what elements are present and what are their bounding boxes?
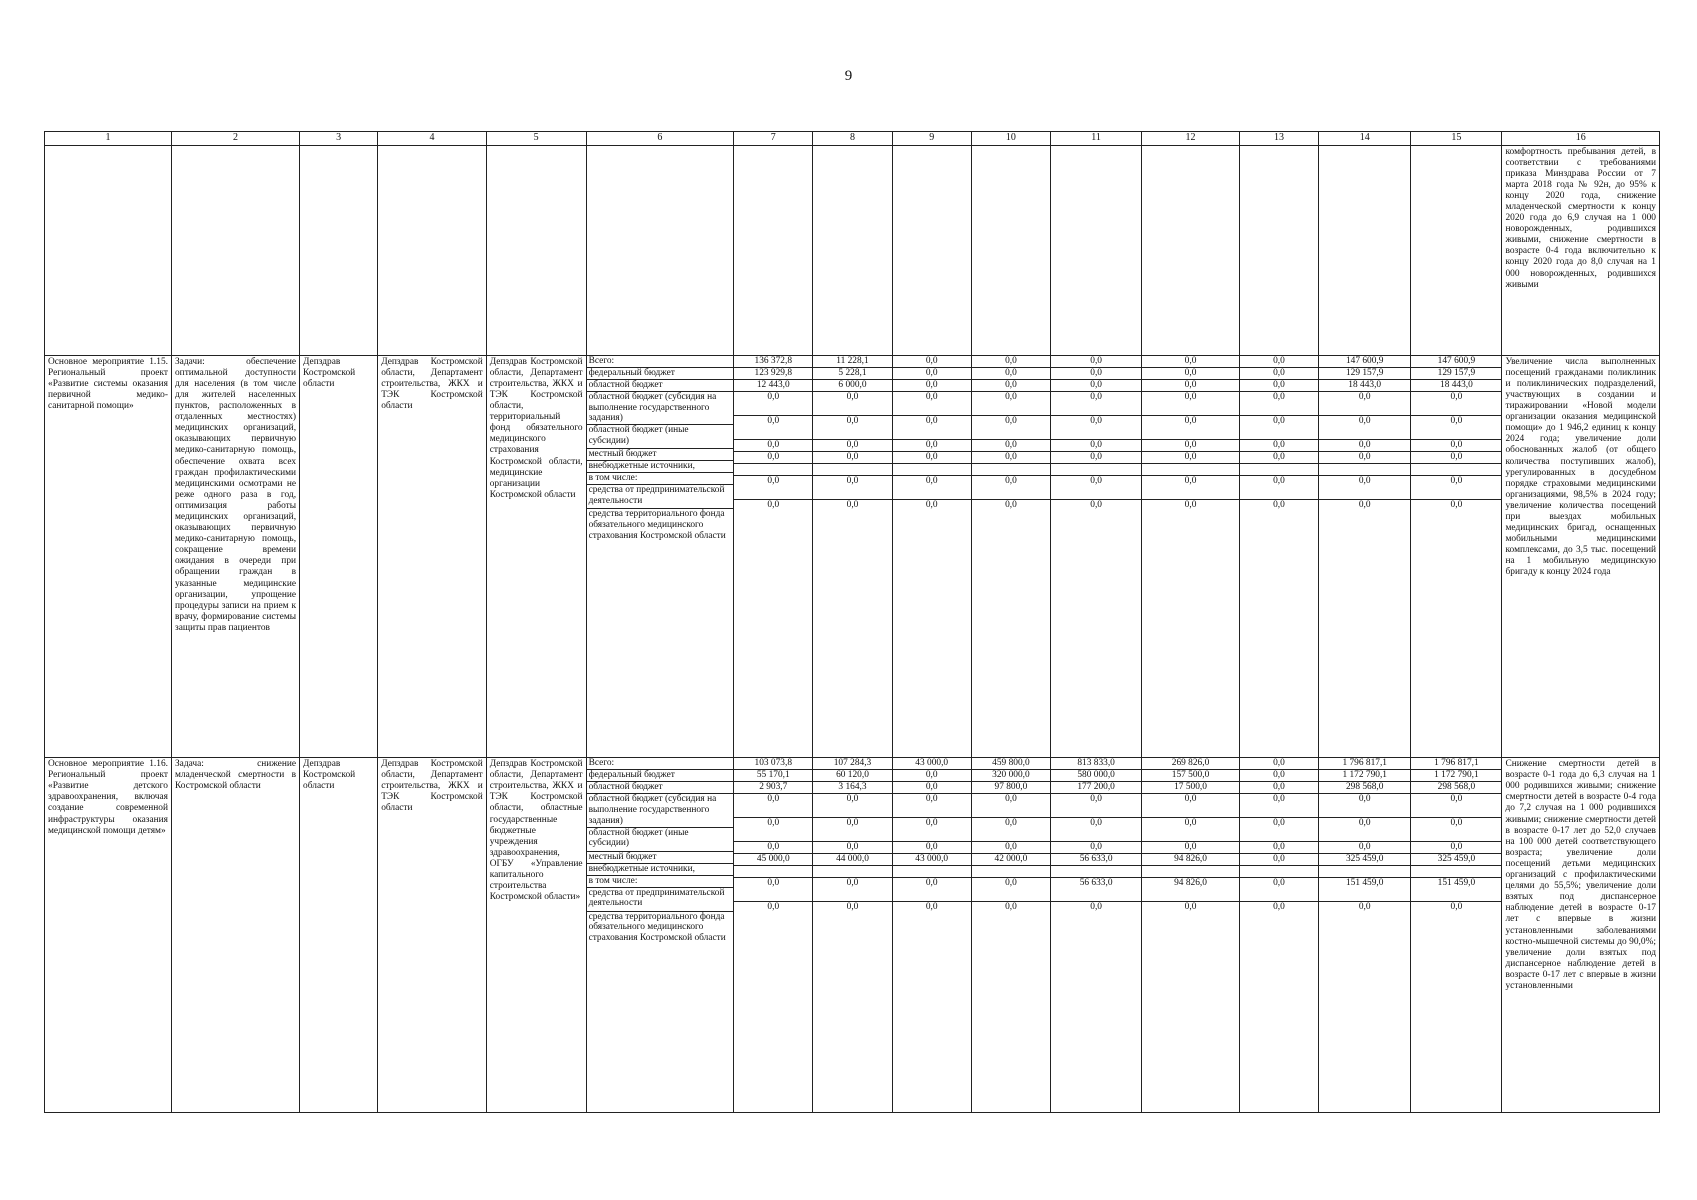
value-column-cell — [1051, 355, 1142, 757]
funding-value: 0,0 — [734, 842, 812, 854]
value-column-cell — [892, 355, 971, 757]
funding-value: 2 903,7 — [734, 782, 812, 794]
funding-source-label: внебюджетные источники, — [587, 461, 734, 473]
column-number: 13 — [1239, 132, 1318, 146]
funding-value: 0,0 — [1051, 391, 1141, 415]
funding-value: 0,0 — [1142, 451, 1239, 463]
funding-value: 0,0 — [893, 451, 971, 463]
funding-value — [972, 463, 1050, 475]
expected-result-text: Увеличение числа выполненных посещений гражданами поликлиник и поликлинических подразделений, участвующих в создании и тиражировании «Новой модели организации оказания медицинской помощи» до 1 946,2 единиц к концу 2024 года; увеличение доли обоснованных жалоб (от общего количества поступивших жалоб), урегулированных в досудебном порядке страховыми медицинскими организациями, 98,5% в 2024 году; увеличение количества посещений при выездах мобильных медицинских бригад, оснащенных мобильными медицинскими комплексами, до 3,5 тыс. посещений на 1 мобильную медицинскую бригаду к концу 2024 года — [1502, 355, 1660, 757]
measure-c2: Задача: снижение младенческой смертности в Костромской области — [171, 758, 299, 1113]
funding-value: 3 164,3 — [813, 782, 891, 794]
funding-value: 129 157,9 — [1411, 367, 1501, 379]
funding-value — [1142, 463, 1239, 475]
funding-value: 56 633,0 — [1051, 878, 1141, 902]
funding-source-label: местный бюджет — [587, 449, 734, 461]
funding-value: 0,0 — [1273, 499, 1285, 510]
funding-value: 0,0 — [893, 878, 971, 902]
funding-source-label: в том числе: — [587, 473, 734, 485]
funding-value — [1319, 463, 1410, 475]
funding-value: 0,0 — [767, 499, 780, 510]
funding-value: 0,0 — [1142, 391, 1239, 415]
value-column-cell — [971, 758, 1050, 1113]
column-number: 11 — [1051, 132, 1142, 146]
funding-source-label: средства территориального фонда обязательного медицинского страхования Костромской области — [588, 911, 726, 944]
value-column-cell — [1319, 355, 1411, 757]
column-number: 14 — [1319, 132, 1411, 146]
value-column-cell — [1319, 758, 1411, 1113]
funding-value: 0,0 — [1142, 794, 1239, 818]
funding-value: 107 284,3 — [813, 758, 891, 770]
funding-value: 0,0 — [1240, 842, 1318, 854]
funding-value: 0,0 — [1142, 439, 1239, 451]
funding-value: 0,0 — [1240, 367, 1318, 379]
continuation-row — [45, 145, 1660, 355]
funding-source-label: федеральный бюджет — [587, 367, 734, 379]
funding-value: 0,0 — [1411, 415, 1501, 439]
empty-cell — [1142, 145, 1240, 355]
empty-cell — [1051, 145, 1142, 355]
funding-value: 0,0 — [893, 475, 971, 499]
funding-value: 177 200,0 — [1051, 782, 1141, 794]
funding-value: 0,0 — [1240, 770, 1318, 782]
funding-value: 151 459,0 — [1319, 878, 1410, 902]
funding-value — [1411, 866, 1501, 878]
value-column-cell — [1239, 758, 1318, 1113]
funding-value: 1 172 790,1 — [1411, 770, 1501, 782]
funding-value: 0,0 — [1240, 451, 1318, 463]
funding-source-label: средства от предпринимательской деятельности — [587, 887, 734, 911]
funding-value: 0,0 — [734, 794, 812, 818]
empty-cell — [300, 145, 378, 355]
funding-value: 0,0 — [1411, 842, 1501, 854]
funding-value: 320 000,0 — [972, 770, 1050, 782]
measure-row — [45, 758, 1660, 1113]
funding-value — [1142, 866, 1239, 878]
funding-value: 0,0 — [1411, 439, 1501, 451]
funding-value: 0,0 — [893, 794, 971, 818]
funding-value: 0,0 — [1142, 379, 1239, 391]
funding-value: 298 568,0 — [1319, 782, 1410, 794]
empty-cell — [486, 145, 586, 355]
funding-value: 0,0 — [893, 770, 971, 782]
funding-source-label: Всего: — [587, 758, 734, 770]
funding-value: 0,0 — [1051, 379, 1141, 391]
funding-value: 0,0 — [1240, 415, 1318, 439]
column-number: 1 — [45, 132, 172, 146]
column-number: 16 — [1502, 132, 1660, 146]
funding-value: 0,0 — [813, 439, 891, 451]
measure-c4: Депздрав Костромской области, Департамент строительства, ЖКХ и ТЭК Костромской области — [378, 355, 487, 757]
funding-value: 0,0 — [813, 475, 891, 499]
funding-value: 44 000,0 — [813, 854, 891, 866]
funding-value: 97 800,0 — [972, 782, 1050, 794]
funding-value: 103 073,8 — [734, 758, 812, 770]
funding-value: 0,0 — [1051, 475, 1141, 499]
funding-value: 0,0 — [1358, 902, 1371, 913]
empty-cell — [734, 145, 813, 355]
funding-source-label: областной бюджет — [587, 782, 734, 794]
funding-value: 56 633,0 — [1051, 854, 1141, 866]
empty-cell — [971, 145, 1050, 355]
funding-value: 43 000,0 — [893, 758, 971, 770]
funding-value: 0,0 — [1240, 878, 1318, 902]
column-number: 8 — [813, 132, 892, 146]
measure-c1: Основное мероприятие 1.16. Региональный проект «Развитие детского здравоохранения, включая создание современной инфраструктуры оказания медицинской помощи детям» — [45, 758, 172, 1113]
funding-value: 0,0 — [813, 391, 891, 415]
funding-value: 0,0 — [734, 878, 812, 902]
expected-result-text: Снижение смертности детей в возрасте 0-1 года до 6,3 случая на 1 000 родившихся живыми; снижение смертности детей в возрасте 0-4 года до 7,2 случая на 1 000 родившихся живыми; снижение смертности детей в возрасте 0-17 лет до 52,0 случаев на 100 000 детей соответствующего возраста; увеличение доли посещений детьми медицинских организаций с профилактическими целями до 55,5%; увеличение доли взятых под диспансерное наблюдение детей в возрасте 0-17 лет с впервые в жизни установленными заболеваниями костно-мышечной системы до 90,0%; увеличение доли взятых под диспансерное наблюдение детей в возрасте 0-17 лет с впервые в жизни установленными — [1502, 758, 1660, 1113]
funding-value: 0,0 — [813, 878, 891, 902]
funding-value: 0,0 — [893, 367, 971, 379]
funding-value: 0,0 — [1051, 356, 1141, 368]
funding-value: 0,0 — [1240, 818, 1318, 842]
funding-value: 0,0 — [972, 367, 1050, 379]
column-number: 7 — [734, 132, 813, 146]
funding-value — [972, 866, 1050, 878]
funding-value: 147 600,9 — [1319, 356, 1410, 368]
empty-cell — [1239, 145, 1318, 355]
funding-source-label: Всего: — [587, 356, 734, 368]
funding-source-label: областной бюджет (субсидия на выполнение государственного задания) — [587, 794, 734, 827]
measure-c5: Депздрав Костромской области, Департамент строительства, ЖКХ и ТЭК Костромской области, территориальный фонд обязательного медицинского страхования Костромской области, медицинские организации Костромской области — [486, 355, 586, 757]
funding-value: 813 833,0 — [1051, 758, 1141, 770]
funding-value: 157 500,0 — [1142, 770, 1239, 782]
funding-value: 325 459,0 — [1319, 854, 1410, 866]
empty-cell — [171, 145, 299, 355]
funding-value: 94 826,0 — [1142, 854, 1239, 866]
value-column-cell — [813, 758, 892, 1113]
funding-value: 325 459,0 — [1411, 854, 1501, 866]
funding-value: 0,0 — [813, 842, 891, 854]
funding-value: 0,0 — [813, 794, 891, 818]
funding-value: 0,0 — [1051, 794, 1141, 818]
funding-value — [813, 463, 891, 475]
funding-value: 0,0 — [1319, 794, 1410, 818]
funding-value: 0,0 — [1184, 902, 1197, 913]
funding-value: 0,0 — [1051, 415, 1141, 439]
funding-value: 0,0 — [1240, 391, 1318, 415]
column-number: 3 — [300, 132, 378, 146]
measure-c3: Депздрав Костромской области — [300, 758, 378, 1113]
funding-value: 0,0 — [972, 439, 1050, 451]
funding-value: 0,0 — [1142, 818, 1239, 842]
funding-value — [1411, 463, 1501, 475]
funding-source-label: внебюджетные источники, — [587, 863, 734, 875]
funding-value: 0,0 — [893, 379, 971, 391]
funding-value: 0,0 — [1240, 782, 1318, 794]
funding-value: 1 172 790,1 — [1319, 770, 1410, 782]
continuation-result-text: комфортность пребывания детей, в соответствии с требованиями приказа Минздрава России от 7 марта 2018 года № 92н, до 95% к концу 2020 года, снижение младенческой смертности к концу 2020 года до 6,9 случая на 1 000 новорожденных, родившихся живыми, снижение смертности в возрасте 0-4 года включительно к концу 2020 года до 8,0 случая на 1 000 новорожденных, родившихся живыми — [1502, 145, 1660, 355]
page-number: 9 — [844, 68, 853, 84]
funding-source-label: областной бюджет (субсидия на выполнение государственного задания) — [587, 391, 734, 424]
funding-value: 0,0 — [1411, 818, 1501, 842]
value-column-cell — [1411, 355, 1502, 757]
funding-value: 0,0 — [972, 451, 1050, 463]
funding-value — [1051, 866, 1141, 878]
funding-value: 0,0 — [1240, 758, 1318, 770]
funding-value — [1319, 866, 1410, 878]
funding-value: 136 372,8 — [734, 356, 812, 368]
funding-value — [1240, 463, 1318, 475]
funding-value: 0,0 — [925, 499, 938, 510]
funding-source-label: областной бюджет — [587, 379, 734, 391]
funding-value: 0,0 — [1358, 499, 1371, 510]
measure-row — [45, 355, 1660, 757]
measure-c4: Депздрав Костромской области, Департамент строительства, ЖКХ и ТЭК Костромской области — [378, 758, 487, 1113]
value-column-cell — [1239, 355, 1318, 757]
funding-value — [893, 463, 971, 475]
value-column-cell — [813, 355, 892, 757]
funding-value: 0,0 — [767, 902, 780, 913]
funding-value: 94 826,0 — [1142, 878, 1239, 902]
funding-value: 0,0 — [1051, 367, 1141, 379]
funding-value: 0,0 — [1240, 439, 1318, 451]
funding-value: 17 500,0 — [1142, 782, 1239, 794]
funding-source-cell — [586, 758, 734, 1113]
funding-value: 0,0 — [1142, 356, 1239, 368]
funding-source-label: местный бюджет — [587, 851, 734, 863]
funding-value: 11 228,1 — [813, 356, 891, 368]
funding-value: 0,0 — [813, 451, 891, 463]
funding-value: 0,0 — [1411, 475, 1501, 499]
column-number: 2 — [171, 132, 299, 146]
funding-value: 12 443,0 — [734, 379, 812, 391]
funding-value: 0,0 — [846, 499, 859, 510]
funding-source-label: в том числе: — [587, 875, 734, 887]
funding-value: 0,0 — [893, 356, 971, 368]
funding-source-label: федеральный бюджет — [587, 770, 734, 782]
value-column-cell — [1142, 758, 1240, 1113]
empty-cell — [813, 145, 892, 355]
measure-c1: Основное мероприятие 1.15. Региональный проект «Развитие системы оказания первичной медико-санитарной помощи» — [45, 355, 172, 757]
funding-value: 0,0 — [925, 902, 938, 913]
funding-value: 0,0 — [1411, 391, 1501, 415]
funding-source-label: средства территориального фонда обязательного медицинского страхования Костромской области — [588, 509, 726, 541]
value-column-cell — [1142, 355, 1240, 757]
funding-value: 0,0 — [972, 818, 1050, 842]
funding-value — [1240, 866, 1318, 878]
funding-value: 0,0 — [972, 391, 1050, 415]
funding-value: 0,0 — [1450, 499, 1463, 510]
funding-value: 0,0 — [734, 415, 812, 439]
value-column-cell — [1051, 758, 1142, 1113]
funding-value: 0,0 — [1240, 854, 1318, 866]
measure-c5: Депздрав Костромской области, Департамент строительства, ЖКХ и ТЭК Костромской области, областные государственные бюджетные учреждения здравоохранения, ОГБУ «Управление капитального строительства Костромской области» — [486, 758, 586, 1113]
funding-value — [734, 866, 812, 878]
column-number: 6 — [586, 132, 734, 146]
measure-c2: Задачи: обеспечение оптимальной доступности для населения (в том числе для жителей населенных пунктов, расположенных в отдаленных местностях) медицинских организаций, оказывающих первичную медико-санитарную помощь, обеспечение охвата всех граждан профилактическими медицинскими осмотрами не реже одного раза в год, оптимизация работы медицинских организаций, оказывающих первичную медико-санитарную помощь, сокращение времени ожидания в очереди при обращении граждан в указанные медицинские организации, упрощение процедуры записи на прием к врачу, формирование системы защиты прав пациентов — [171, 355, 299, 757]
column-number: 15 — [1411, 132, 1502, 146]
funding-value: 5 228,1 — [813, 367, 891, 379]
funding-value: 151 459,0 — [1411, 878, 1501, 902]
funding-value: 0,0 — [1240, 475, 1318, 499]
funding-value: 18 443,0 — [1319, 379, 1410, 391]
funding-value: 0,0 — [1142, 842, 1239, 854]
funding-value: 1 796 817,1 — [1411, 758, 1501, 770]
funding-value: 0,0 — [1051, 818, 1141, 842]
funding-value: 0,0 — [972, 356, 1050, 368]
funding-source-label: средства от предпринимательской деятельности — [587, 485, 734, 509]
value-column-cell — [892, 758, 971, 1113]
value-column-cell — [734, 758, 813, 1113]
funding-value: 18 443,0 — [1411, 379, 1501, 391]
funding-value: 0,0 — [1240, 356, 1318, 368]
funding-value: 0,0 — [734, 439, 812, 451]
funding-value: 0,0 — [1450, 902, 1463, 913]
empty-cell — [45, 145, 172, 355]
funding-value: 459 800,0 — [972, 758, 1050, 770]
empty-cell — [892, 145, 971, 355]
funding-value: 0,0 — [1319, 475, 1410, 499]
funding-source-label: областной бюджет (иные субсидии) — [587, 425, 734, 449]
funding-value: 0,0 — [1090, 499, 1102, 510]
funding-value: 0,0 — [734, 475, 812, 499]
funding-value: 0,0 — [893, 415, 971, 439]
funding-value: 298 568,0 — [1411, 782, 1501, 794]
funding-value: 123 929,8 — [734, 367, 812, 379]
column-number: 10 — [971, 132, 1050, 146]
funding-value: 0,0 — [893, 818, 971, 842]
funding-value: 0,0 — [813, 415, 891, 439]
funding-source-cell — [586, 355, 734, 757]
funding-value — [893, 866, 971, 878]
funding-value: 0,0 — [1411, 794, 1501, 818]
funding-value: 0,0 — [1319, 451, 1410, 463]
value-column-cell — [734, 355, 813, 757]
funding-value: 42 000,0 — [972, 854, 1050, 866]
funding-value: 0,0 — [1273, 902, 1285, 913]
empty-cell — [378, 145, 487, 355]
empty-cell — [1411, 145, 1502, 355]
funding-value: 0,0 — [1240, 794, 1318, 818]
funding-value: 0,0 — [1184, 499, 1197, 510]
empty-cell — [586, 145, 734, 355]
funding-value: 0,0 — [846, 902, 859, 913]
funding-value: 0,0 — [1319, 415, 1410, 439]
funding-value: 0,0 — [1090, 902, 1102, 913]
funding-value: 0,0 — [734, 818, 812, 842]
funding-value: 0,0 — [813, 818, 891, 842]
funding-value: 269 826,0 — [1142, 758, 1239, 770]
funding-value: 0,0 — [972, 379, 1050, 391]
program-table — [44, 131, 1660, 1113]
funding-value: 0,0 — [1005, 902, 1017, 913]
funding-value: 0,0 — [972, 842, 1050, 854]
value-column-cell — [1411, 758, 1502, 1113]
funding-value: 0,0 — [893, 439, 971, 451]
funding-value: 1 796 817,1 — [1319, 758, 1410, 770]
funding-value: 0,0 — [1319, 818, 1410, 842]
funding-value: 0,0 — [1142, 367, 1239, 379]
column-number: 5 — [486, 132, 586, 146]
column-number: 12 — [1142, 132, 1240, 146]
funding-value: 0,0 — [1051, 842, 1141, 854]
funding-source-label: областной бюджет (иные субсидии) — [587, 827, 734, 851]
funding-value: 0,0 — [972, 878, 1050, 902]
funding-value: 0,0 — [1411, 451, 1501, 463]
funding-value: 0,0 — [1319, 391, 1410, 415]
funding-value: 0,0 — [972, 794, 1050, 818]
header-row — [45, 132, 1660, 146]
funding-value: 0,0 — [1005, 499, 1017, 510]
funding-value: 0,0 — [1142, 475, 1239, 499]
funding-value: 43 000,0 — [893, 854, 971, 866]
funding-value: 6 000,0 — [813, 379, 891, 391]
funding-value: 0,0 — [1319, 439, 1410, 451]
funding-value: 0,0 — [893, 782, 971, 794]
measure-c3: Депздрав Костромской области — [300, 355, 378, 757]
funding-value: 0,0 — [1051, 451, 1141, 463]
funding-value: 0,0 — [734, 391, 812, 415]
funding-value: 0,0 — [972, 415, 1050, 439]
funding-value: 0,0 — [1319, 842, 1410, 854]
column-number: 4 — [378, 132, 487, 146]
value-column-cell — [971, 355, 1050, 757]
funding-value: 0,0 — [972, 475, 1050, 499]
funding-value: 60 120,0 — [813, 770, 891, 782]
funding-value: 0,0 — [734, 451, 812, 463]
funding-value: 580 000,0 — [1051, 770, 1141, 782]
funding-value: 129 157,9 — [1319, 367, 1410, 379]
funding-value — [734, 463, 812, 475]
column-number: 9 — [892, 132, 971, 146]
funding-value: 0,0 — [893, 391, 971, 415]
funding-value: 55 170,1 — [734, 770, 812, 782]
funding-value: 0,0 — [893, 842, 971, 854]
funding-value: 0,0 — [1051, 439, 1141, 451]
funding-value — [813, 866, 891, 878]
funding-value: 0,0 — [1240, 379, 1318, 391]
funding-value: 0,0 — [1142, 415, 1239, 439]
funding-value: 147 600,9 — [1411, 356, 1501, 368]
funding-value: 45 000,0 — [734, 854, 812, 866]
empty-cell — [1319, 145, 1411, 355]
funding-value — [1051, 463, 1141, 475]
